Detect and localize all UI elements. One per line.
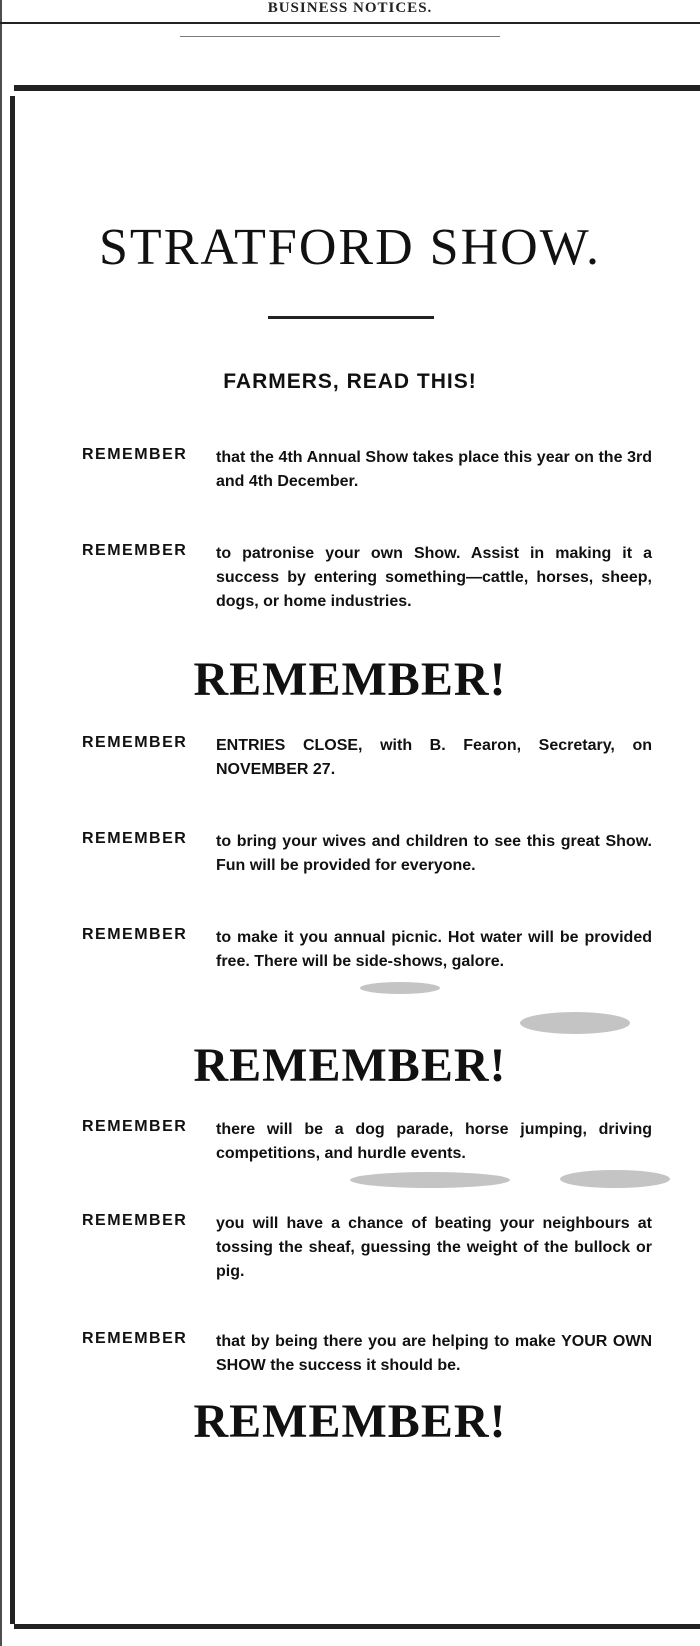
bottom-border [14, 1624, 700, 1629]
remember-heading: REMEMBER! [193, 653, 507, 706]
notice-keyword: REMEMBER [82, 1212, 188, 1229]
header-thin-rule [180, 36, 500, 37]
notice [82, 542, 652, 614]
notice-keyword: REMEMBER [82, 1118, 188, 1135]
notice [82, 1330, 652, 1378]
ad-subtitle: FARMERS, READ THIS! [223, 370, 477, 393]
print-smudge [360, 982, 440, 994]
notice-keyword: REMEMBER [82, 926, 188, 943]
remember-heading: REMEMBER! [193, 1395, 507, 1448]
notice [82, 1118, 652, 1166]
notice-keyword: REMEMBER [82, 734, 188, 751]
notice-text: to bring your wives and children to see this great Show. Fun will be provided for everyone. [216, 833, 652, 874]
notice-text: to make it you annual picnic. Hot water will be provided free. There will be side-shows, galore. [216, 929, 652, 970]
notice [82, 446, 652, 494]
top-border [14, 85, 700, 91]
notice-keyword: REMEMBER [82, 542, 188, 559]
remember-heading: REMEMBER! [193, 1039, 507, 1092]
notice [82, 734, 652, 782]
notice-keyword: REMEMBER [82, 446, 188, 463]
notice-text: there will be a dog parade, horse jumping, driving competitions, and hurdle events. [216, 1121, 652, 1162]
section-header: BUSINESS NOTICES. [267, 0, 433, 16]
print-smudge [350, 1172, 510, 1188]
ad-title: STRATFORD SHOW. [99, 219, 601, 276]
notice-text: that the 4th Annual Show takes place this year on the 3rd and 4th December. [216, 449, 652, 490]
notice-text: ENTRIES CLOSE, with B. Fearon, Secretary, on NOVEMBER 27. [216, 737, 652, 778]
notice-keyword: REMEMBER [82, 830, 188, 847]
header-rule [0, 22, 700, 24]
print-smudge [560, 1170, 670, 1188]
notice-text: to patronise your own Show. Assist in making it a success by entering something—cattle, horses, sheep, dogs, or home industries. [216, 545, 652, 610]
title-rule [268, 316, 434, 319]
notice [82, 926, 652, 974]
notice-keyword: REMEMBER [82, 1330, 188, 1347]
print-smudge [520, 1012, 630, 1034]
notice [82, 830, 652, 878]
notice-text: you will have a chance of beating your neighbours at tossing the sheaf, guessing the weight of the bullock or pig. [216, 1215, 652, 1280]
notice [82, 1212, 652, 1284]
notice-text: that by being there you are helping to make YOUR OWN SHOW the success it should be. [216, 1333, 652, 1374]
